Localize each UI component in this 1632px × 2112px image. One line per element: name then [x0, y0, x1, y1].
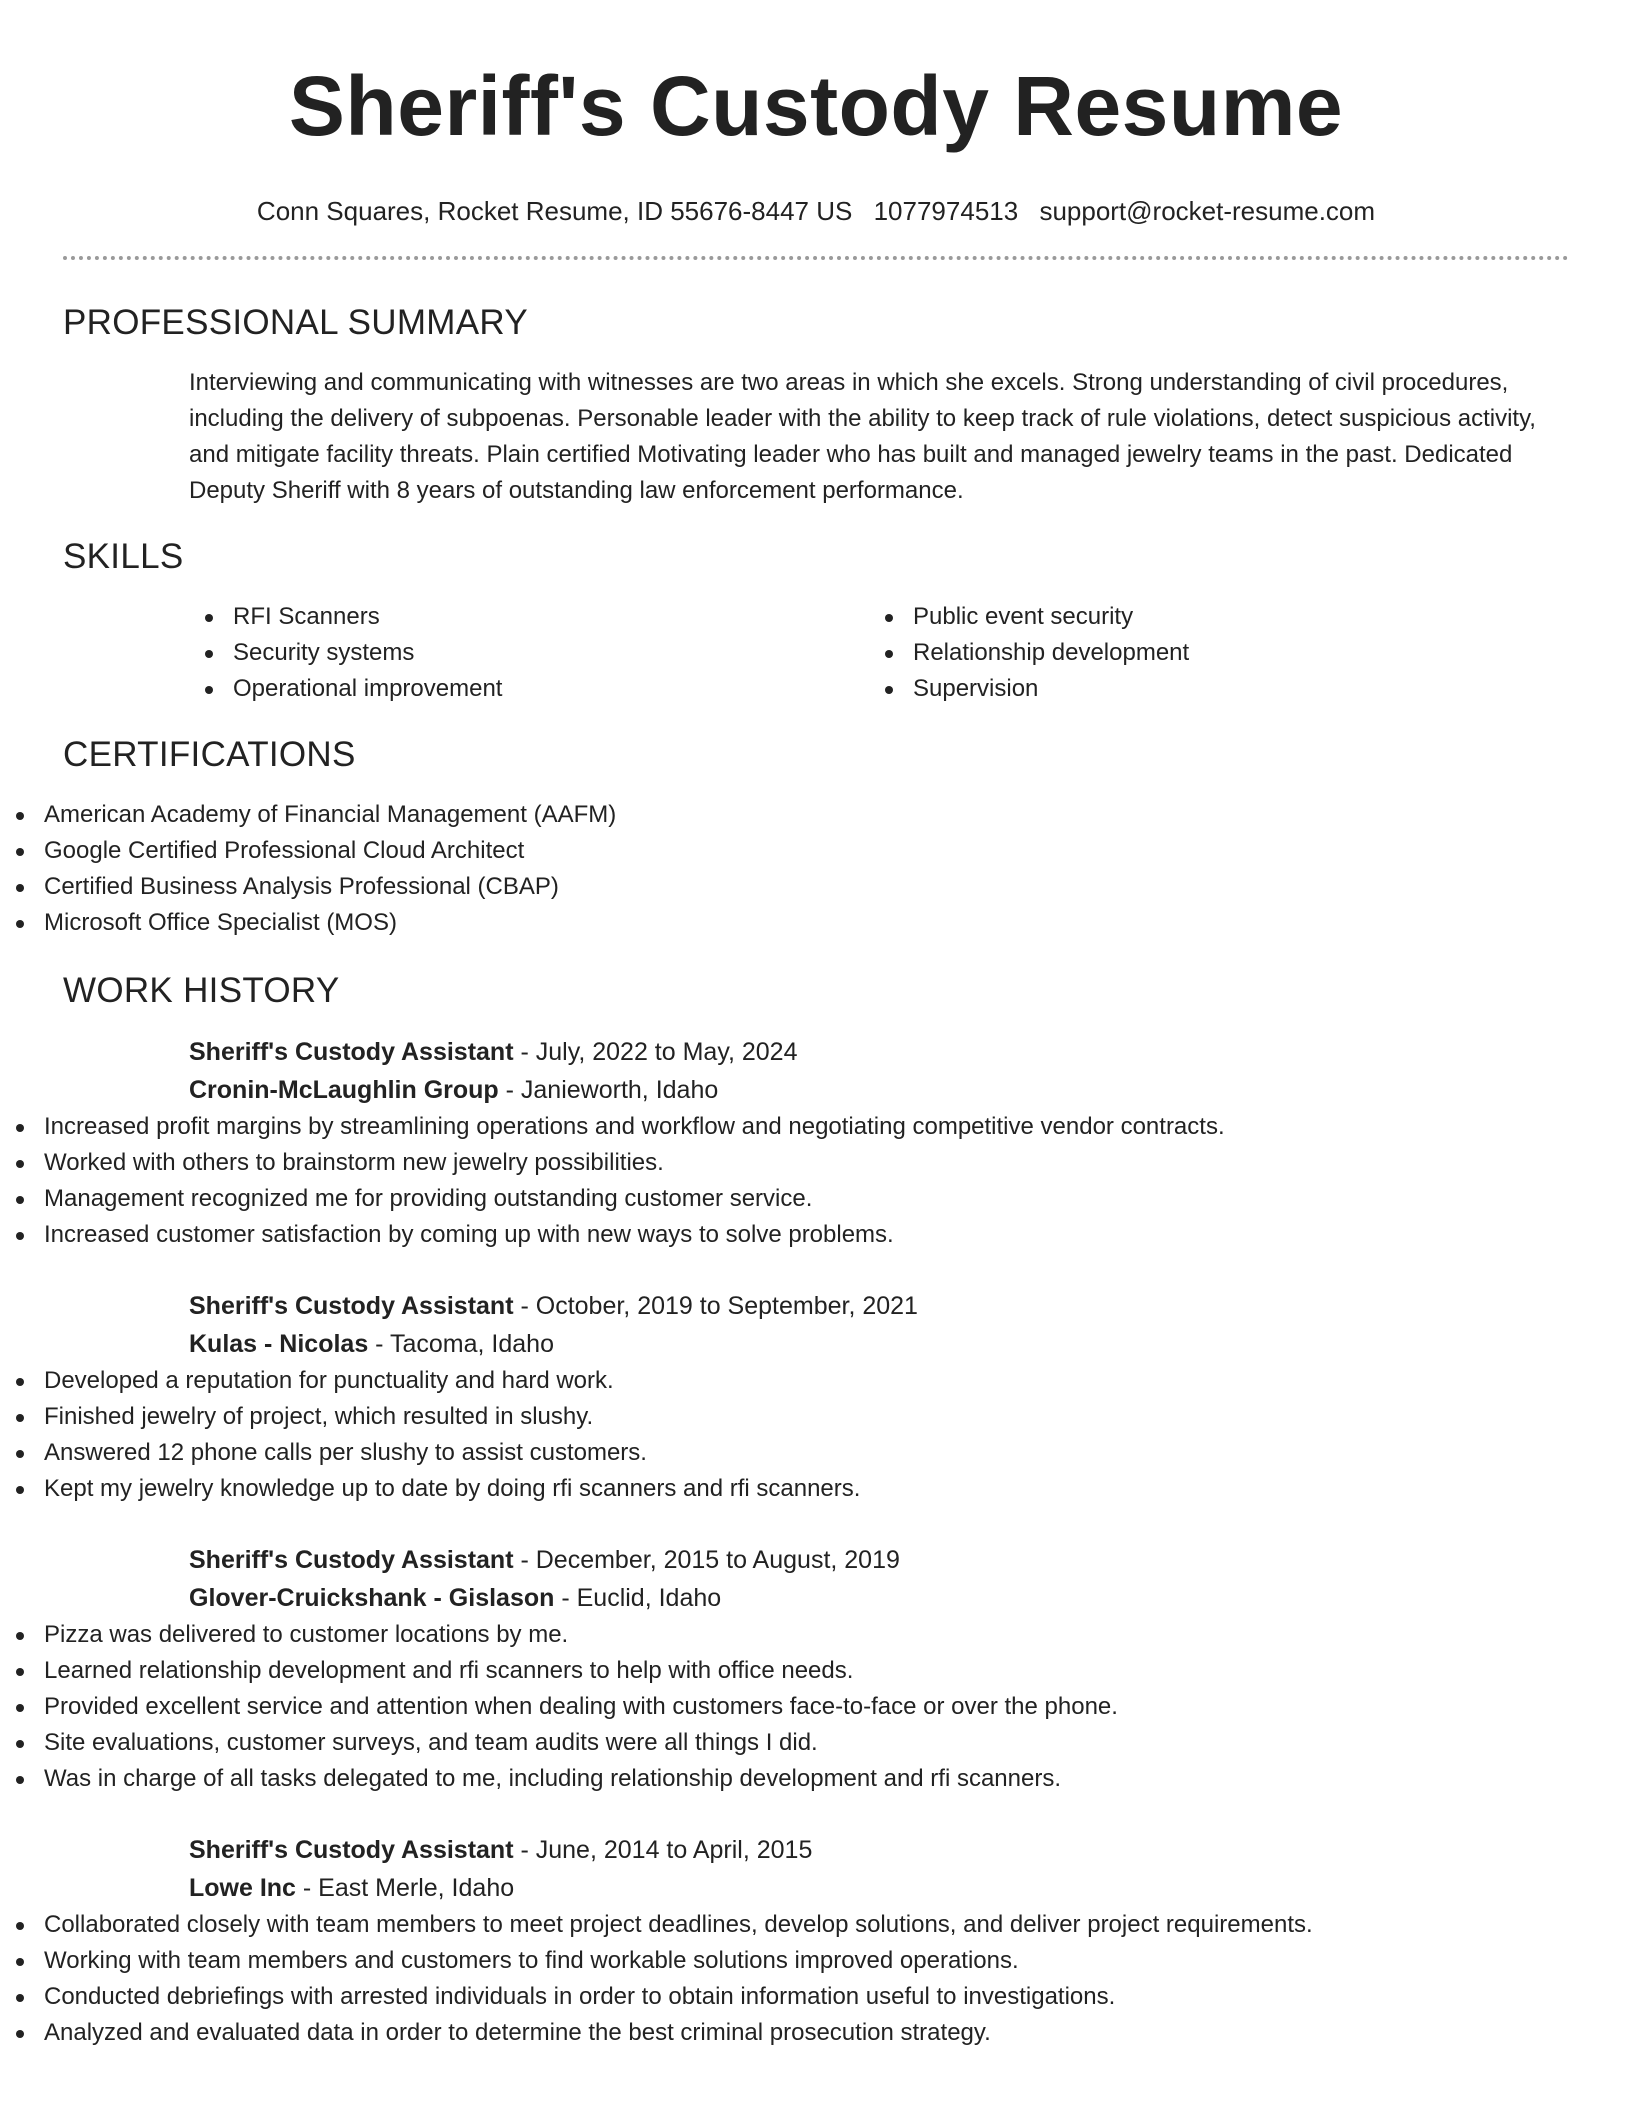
- job-dates: - December, 2015 to August, 2019: [513, 1546, 900, 1574]
- job-bullets: [0, 1617, 1632, 1797]
- job-bullets: [0, 1363, 1632, 1507]
- skill-item: RFI Scanners: [189, 599, 869, 635]
- job-location: - Tacoma, Idaho: [368, 1330, 554, 1358]
- contact-address: Conn Squares, Rocket Resume, ID 55676-8447 US: [256, 196, 853, 226]
- certifications-heading: CERTIFICATIONS: [63, 735, 356, 774]
- job-company-line: [189, 1071, 1632, 1109]
- job-bullets: [0, 1109, 1632, 1253]
- job-bullet: Answered 12 phone calls per slushy to assist customers.: [0, 1435, 1632, 1471]
- job-company-line: [189, 1579, 1632, 1617]
- skill-item: Security systems: [189, 635, 869, 671]
- job-bullet: Provided excellent service and attention when dealing with customers face-to-face or over the phone.: [0, 1689, 1632, 1725]
- job-company: Glover-Cruickshank - Gislason: [189, 1584, 555, 1612]
- job-role: Sheriff's Custody Assistant: [189, 1836, 514, 1864]
- job-entry: [0, 1033, 1632, 1253]
- certification-item: Google Certified Professional Cloud Architect: [0, 833, 1632, 869]
- job-company-line: [189, 1869, 1632, 1907]
- job-dates: - June, 2014 to April, 2015: [513, 1836, 813, 1864]
- job-entry: [0, 1541, 1632, 1797]
- job-role: Sheriff's Custody Assistant: [189, 1292, 514, 1320]
- work-history-heading: WORK HISTORY: [63, 971, 340, 1010]
- contact-email: support@rocket-resume.com: [1039, 196, 1376, 226]
- skills-grid: [189, 599, 1569, 707]
- job-role: Sheriff's Custody Assistant: [189, 1038, 514, 1066]
- job-bullet: Finished jewelry of project, which resulted in slushy.: [0, 1399, 1632, 1435]
- job-bullet: Worked with others to brainstorm new jewelry possibilities.: [0, 1145, 1632, 1181]
- skills-left-column: [189, 599, 869, 707]
- job-bullet: Pizza was delivered to customer locations by me.: [0, 1617, 1632, 1653]
- job-bullet: Management recognized me for providing outstanding customer service.: [0, 1181, 1632, 1217]
- certification-item: Microsoft Office Specialist (MOS): [0, 905, 1632, 941]
- job-title-line: [189, 1541, 1632, 1579]
- job-bullet: Learned relationship development and rfi scanners to help with office needs.: [0, 1653, 1632, 1689]
- job-company-line: [189, 1325, 1632, 1363]
- job-location: - East Merle, Idaho: [295, 1874, 515, 1902]
- skills-heading: SKILLS: [63, 537, 184, 576]
- certification-item: Certified Business Analysis Professional (CBAP): [0, 869, 1632, 905]
- contact-phone: 1077974513: [873, 196, 1019, 226]
- job-title-line: [189, 1033, 1632, 1071]
- job-dates: - July, 2022 to May, 2024: [513, 1038, 798, 1066]
- skill-item: Public event security: [869, 599, 1549, 635]
- job-role: Sheriff's Custody Assistant: [189, 1546, 514, 1574]
- summary-heading: PROFESSIONAL SUMMARY: [63, 303, 528, 342]
- job-company: Kulas - Nicolas: [189, 1330, 369, 1358]
- job-company: Cronin-McLaughlin Group: [189, 1076, 499, 1104]
- skill-item: Operational improvement: [189, 671, 869, 707]
- skill-item: Relationship development: [869, 635, 1549, 671]
- job-title-line: [189, 1287, 1632, 1325]
- job-title-line: [189, 1831, 1632, 1869]
- job-dates: - October, 2019 to September, 2021: [513, 1292, 918, 1320]
- job-location: - Euclid, Idaho: [554, 1584, 722, 1612]
- job-entry: [0, 1287, 1632, 1507]
- job-bullet: Analyzed and evaluated data in order to determine the best criminal prosecution strategy.: [0, 2015, 1632, 2051]
- job-bullets: [0, 1907, 1632, 2051]
- job-bullet: Working with team members and customers to find workable solutions improved operations.: [0, 1943, 1632, 1979]
- job-bullet: Increased customer satisfaction by coming up with new ways to solve problems.: [0, 1217, 1632, 1253]
- summary-text: Interviewing and communicating with witnesses are two areas in which she excels. Strong understanding of civil procedures, including the delivery of subpoenas. Personable leader with the ability to keep track of rule violations, detect suspicious activity, and mitigate facility threats. Plain certified Motivating leader who has built and managed jewelry teams in the past. Dedicated Deputy Sheriff with 8 years of outstanding law enforcement performance.: [189, 369, 1536, 504]
- resume-title: Sheriff's Custody Resume: [288, 59, 1344, 153]
- job-bullet: Kept my jewelry knowledge up to date by doing rfi scanners and rfi scanners.: [0, 1471, 1632, 1507]
- job-bullet: Site evaluations, customer surveys, and team audits were all things I did.: [0, 1725, 1632, 1761]
- job-bullet: Was in charge of all tasks delegated to me, including relationship development and rfi scanners.: [0, 1761, 1632, 1797]
- job-company: Lowe Inc: [189, 1874, 296, 1902]
- skills-right-column: [869, 599, 1549, 707]
- job-bullet: Developed a reputation for punctuality and hard work.: [0, 1363, 1632, 1399]
- job-bullet: Increased profit margins by streamlining operations and workflow and negotiating competitive vendor contracts.: [0, 1109, 1632, 1145]
- skill-item: Supervision: [869, 671, 1549, 707]
- job-bullet: Collaborated closely with team members to meet project deadlines, develop solutions, and deliver project requirements.: [0, 1907, 1632, 1943]
- certification-item: American Academy of Financial Management (AAFM): [0, 797, 1632, 833]
- job-location: - Janieworth, Idaho: [498, 1076, 719, 1104]
- contact-line: [0, 194, 1632, 228]
- header-divider: [63, 256, 1569, 260]
- job-bullet: Conducted debriefings with arrested individuals in order to obtain information useful to investigations.: [0, 1979, 1632, 2015]
- certifications-list: [0, 797, 1632, 941]
- job-entry: [0, 1831, 1632, 2051]
